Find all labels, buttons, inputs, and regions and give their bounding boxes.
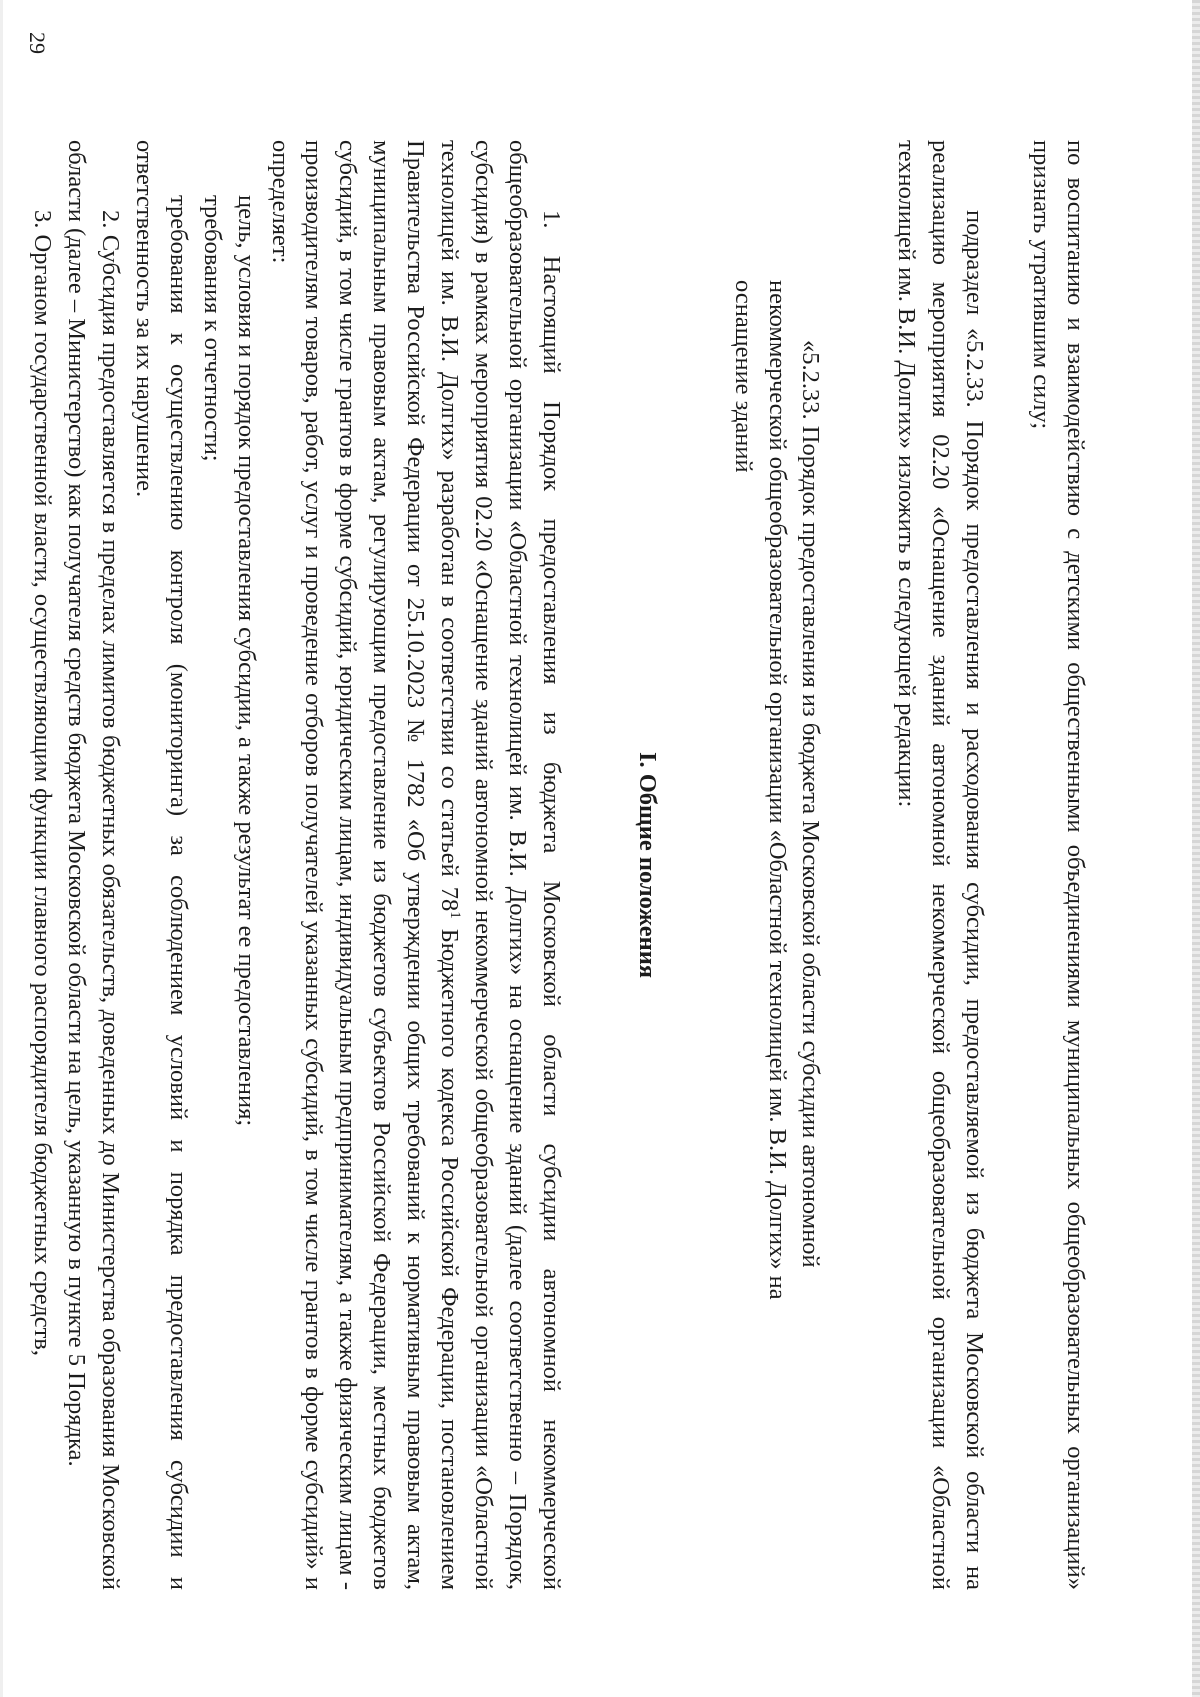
paragraph-1 (263, 140, 568, 1590)
section-title: I. Общие положения (633, 751, 661, 979)
article-superscript: 1 (447, 911, 464, 919)
list-item-goal: цель, условия и порядок предоставления субсидии, а также результат ее предоставления; (232, 195, 260, 1127)
paragraph-2: 2. Субсидия предоставляется в пределах лимитов бюджетных обязательств, доведенных до Министерства образования Московской области (далее – Министерство) как получателя средств бюджета Московской области на цель, указанную в пункте 5 Порядка. (63, 140, 125, 1590)
scan-edge-right (1192, 0, 1200, 1697)
scan-edge-left (0, 0, 3, 1697)
list-item-reporting: требования к отчетности; (198, 195, 226, 462)
paragraph-1-text: 1. Настоящий Порядок предоставления из бюджета Московской области субсидии автономной некоммерческой общеобразовательной организации «Областной технолицей им. В.И. Долгих» на оснащение зданий (далее соответственно – Порядок, субсидия) в рамках мероприятия 02.20 «Оснащение зданий автономной некоммерческой общеобразовательной организации «Областной технолицей им. В.И. Долгих» разработан в соответствии со статьей 78 (436, 140, 565, 1590)
continuation-paragraph: по воспитанию и взаимодействию с детскими общественными объединениями муниципальных общеобразовательных организаций» признать утратившим силу; (1028, 140, 1089, 1590)
amendment-intro-paragraph: подраздел «5.2.33. Порядок предоставления и расходования субсидии, предоставляемой из бюджета Московской области на реализацию мероприятия 02.20 «Оснащение зданий автономной некоммерческой общеобразовательной организации «Областной технолицей им. В.И. Долгих» изложить в следующей редакции: (893, 140, 989, 1590)
subsection-heading: «5.2.33. Порядок предоставления из бюджета Московской области субсидии автономной некоммерческой общеобразовательной организации «Областной технолицей им. В.И. Долгих» на оснащение зданий (729, 280, 825, 1300)
page-number: 29 (25, 32, 50, 54)
paragraph-1-text-cont: Бюджетного кодекса Российской Федерации, постановлением Правительства Российской Федерации от 25.10.2023 № 1782 «Об утверждении общих требований к нормативным правовым актам, муниципальным правовым актам, регулирующим предоставление из бюджетов субъектов Российской Федерации, местных бюджетов субсидий, в том числе грантов в форме субсидий, юридическим лицам, индивидуальным предпринимателям, а также физическим лицам - производителям товаров, работ, услуг и проведение отборов получателей указанных субсидий, в том числе грантов в форме субсидий» и определяет: (266, 140, 464, 1590)
list-item-control: требования к осуществлению контроля (мониторинга) за соблюдением условий и порядка предоставления субсидии и ответственность за их нарушение. (130, 140, 192, 1590)
paragraph-3: 3. Органом государственной власти, осуществляющим функции главного распорядителя бюджетных средств, (29, 210, 57, 1356)
document-body (25, 140, 1092, 1590)
